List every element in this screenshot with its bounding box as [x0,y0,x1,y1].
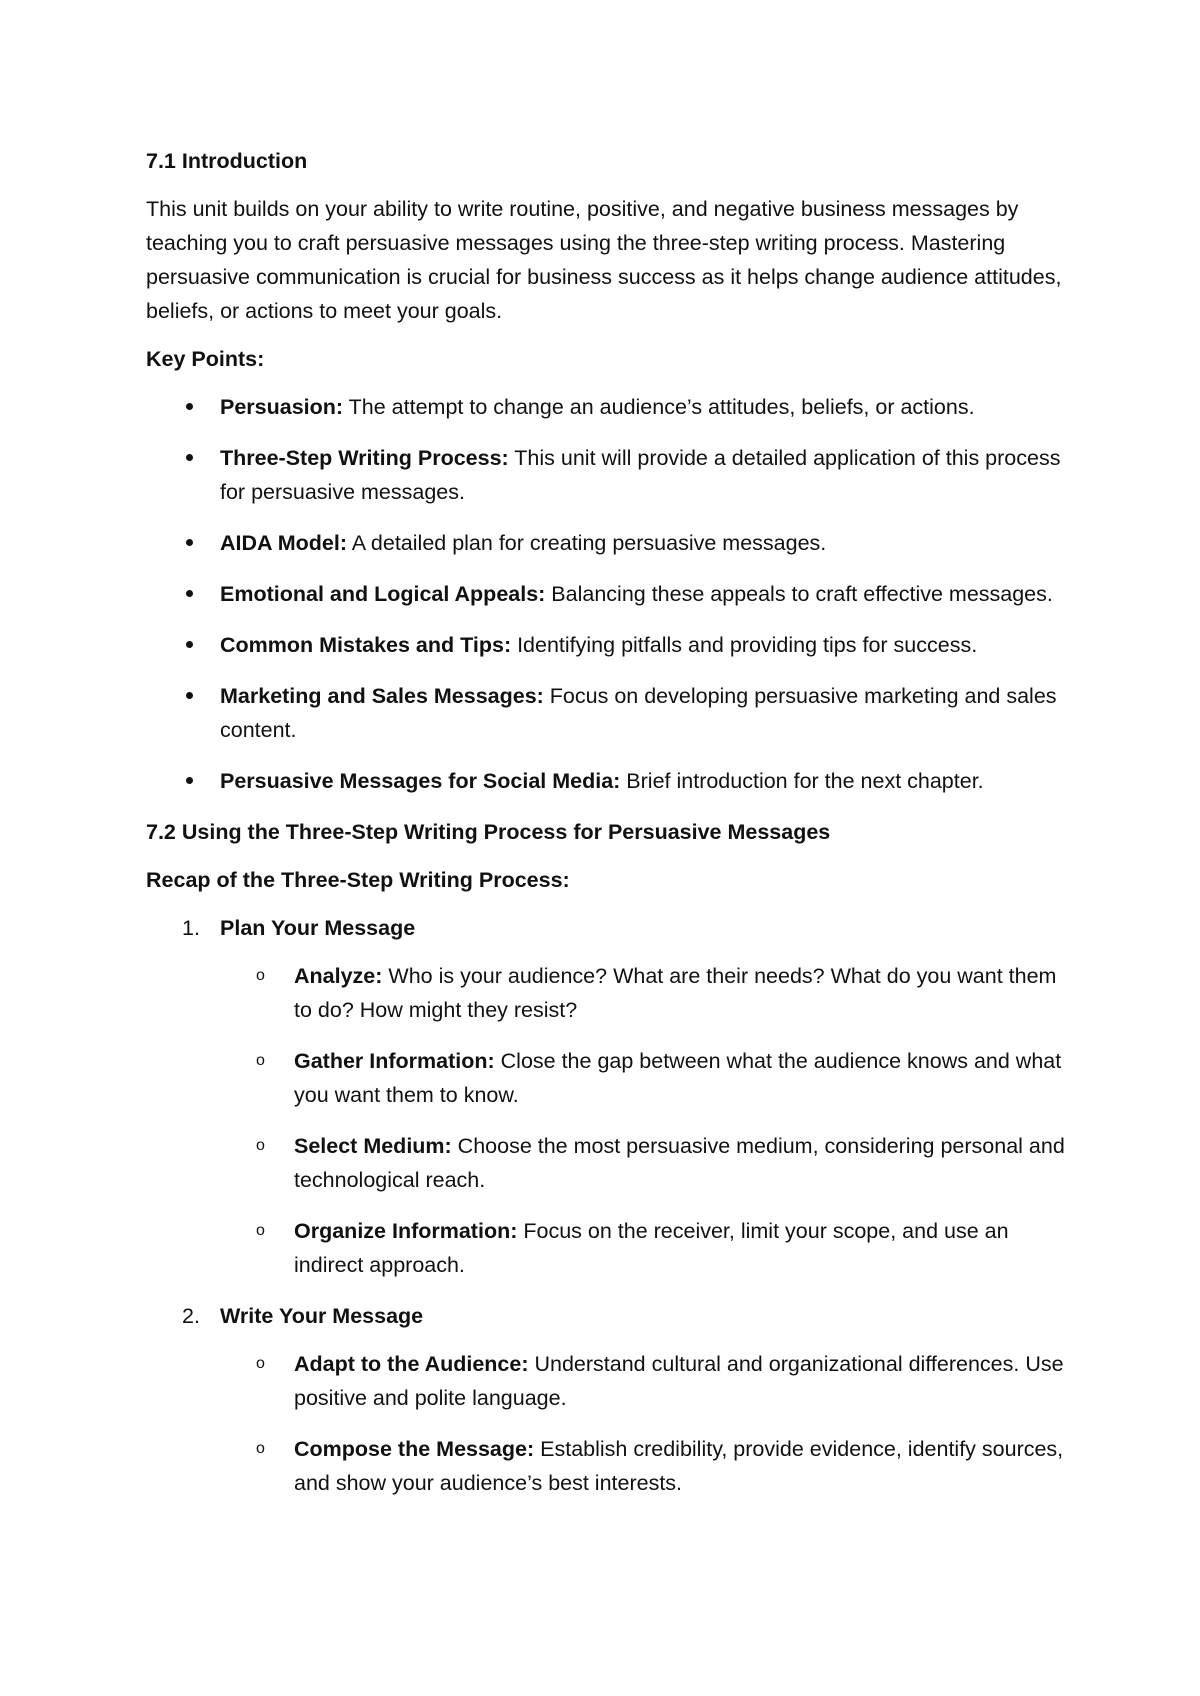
key-point-item [146,390,1066,424]
step-sub-item [220,1214,1066,1282]
key-point-term: Marketing and Sales Messages: [220,684,544,708]
step-sub-item [220,1129,1066,1197]
step-sub-item [220,1044,1066,1112]
key-point-item [146,526,1066,560]
key-point-term: Emotional and Logical Appeals: [220,582,546,606]
step-item [146,1299,1066,1500]
key-point-text: Identifying pitfalls and providing tips for success. [511,633,978,657]
sub-item-text: Close the gap between what the audience knows and what you want them to know. [294,1049,1062,1107]
circle-bullet-icon: o [256,1137,265,1154]
key-point-text: Focus on developing persuasive marketing and sales content. [220,684,1057,742]
sub-item-term: Analyze: [294,964,383,988]
key-point-item [146,628,1066,662]
sub-item-text: Choose the most persuasive medium, considering personal and technological reach. [294,1134,1065,1192]
document-content [146,144,1066,1517]
step-number: 1. [182,916,200,940]
bullet-icon [182,526,196,560]
key-point-text: Brief introduction for the next chapter. [620,769,984,793]
key-point-term: Persuasive Messages for Social Media: [220,769,621,793]
key-point-text: A detailed plan for creating persuasive messages. [347,531,827,555]
key-point-text: Balancing these appeals to craft effective messages. [545,582,1053,606]
circle-bullet-icon: o [256,1052,265,1069]
sub-item-term: Organize Information: [294,1219,518,1243]
circle-bullet-icon: o [256,967,265,984]
key-point-term: Three-Step Writing Process: [220,446,509,470]
section-heading-introduction: 7.1 Introduction [146,149,308,173]
section-heading-three-step: 7.2 Using the Three-Step Writing Process for Persuasive Messages [146,820,831,844]
sub-item-term: Adapt to the Audience: [294,1352,529,1376]
key-points-list [146,390,1066,798]
recap-label: Recap of the Three-Step Writing Process: [146,868,570,892]
key-point-term: AIDA Model: [220,531,347,555]
step-sub-item [220,1347,1066,1415]
bullet-icon [182,577,196,611]
key-point-item [146,679,1066,747]
key-point-term: Persuasion: [220,395,344,419]
sub-item-text: Establish credibility, provide evidence, identify sources, and show your audience’s best interests. [294,1437,1064,1495]
bullet-icon [182,390,196,424]
key-points-label: Key Points: [146,347,265,371]
step-sub-list [220,1347,1066,1500]
steps-list [146,911,1066,1500]
bullet-icon [182,628,196,662]
key-point-term: Common Mistakes and Tips: [220,633,512,657]
step-sub-item [220,959,1066,1027]
sub-item-text: Who is your audience? What are their needs? What do you want them to do? How might they resist? [294,964,1057,1022]
sub-item-term: Compose the Message: [294,1437,535,1461]
circle-bullet-icon: o [256,1222,265,1239]
circle-bullet-icon: o [256,1440,265,1457]
bullet-icon [182,764,196,798]
sub-item-term: Gather Information: [294,1049,495,1073]
step-number: 2. [182,1304,200,1328]
sub-item-term: Select Medium: [294,1134,452,1158]
step-sub-item [220,1432,1066,1500]
key-point-item [146,577,1066,611]
intro-paragraph: This unit builds on your ability to write routine, positive, and negative business messages by teaching you to craft persuasive messages using the three-step writing process. Mastering persuasive communication is crucial for business success as it helps change audience attitudes, beliefs, or actions to meet your goals. [146,197,1062,323]
circle-bullet-icon: o [256,1355,265,1372]
key-point-text: This unit will provide a detailed application of this process for persuasive messages. [220,446,1061,504]
step-title: Plan Your Message [220,916,416,940]
step-item [146,911,1066,1282]
key-point-item [146,764,1066,798]
sub-item-text: Focus on the receiver, limit your scope, and use an indirect approach. [294,1219,1009,1277]
step-sub-list [220,959,1066,1282]
bullet-icon [182,679,196,713]
sub-item-text: Understand cultural and organizational differences. Use positive and polite language. [294,1352,1064,1410]
step-title: Write Your Message [220,1304,424,1328]
bullet-icon [182,441,196,475]
key-point-item [146,441,1066,509]
key-point-text: The attempt to change an audience’s attitudes, beliefs, or actions. [343,395,975,419]
